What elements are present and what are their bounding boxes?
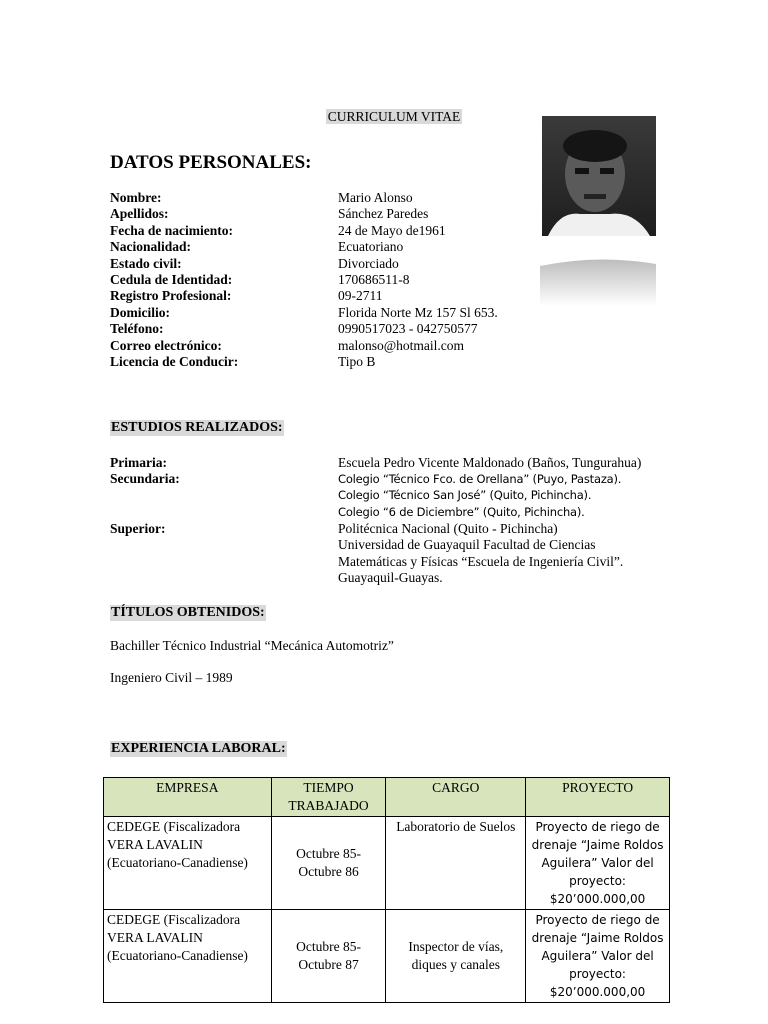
personal-row: Licencia de Conducir: Tipo B: [110, 353, 376, 369]
superior-value: Politécnica Nacional (Quito - Pichincha) Universidad de Guayaquil Facultad de Ciencias Matemáticas y Físicas “Escuela de Ingeniería Civil”. Guayaquil-Guayas.: [338, 521, 624, 586]
cell-empresa: CEDEGE (Fiscalizadora VERA LAVALIN (Ecuatoriano-Canadiense): [104, 817, 272, 910]
personal-row: Apellidos: Sánchez Paredes: [110, 206, 429, 222]
title-item: Ingeniero Civil – 1989: [110, 670, 233, 685]
personal-row: Domicilio: Florida Norte Mz 157 Sl 653.: [110, 304, 498, 320]
personal-data-list: [110, 190, 710, 370]
primaria-label: Primaria:: [110, 455, 167, 470]
superior-label: Superior:: [110, 521, 166, 536]
cell-cargo: Inspector de vías, diques y canales: [386, 910, 526, 1003]
table-row: [104, 910, 670, 1003]
cell-empresa: CEDEGE (Fiscalizadora VERA LAVALIN (Ecuatoriano-Canadiense): [104, 910, 272, 1003]
header-empresa: EMPRESA: [104, 778, 272, 817]
studies-heading: ESTUDIOS REALIZADOS:: [111, 420, 283, 435]
personal-row: Cedula de Identidad: 170686511-8: [110, 271, 410, 287]
table-row: [104, 817, 670, 910]
personal-data-heading: DATOS PERSONALES:: [110, 152, 312, 173]
personal-row: Teléfono: 0990517023 - 042750577: [110, 321, 478, 337]
document-title: CURRICULUM VITAE: [327, 109, 461, 124]
personal-row: Estado civil: Divorciado: [110, 255, 399, 271]
title-item: Bachiller Técnico Industrial “Mecánica Automotriz”: [110, 638, 394, 653]
header-tiempo: TIEMPO TRABAJADO: [271, 778, 386, 817]
cell-proyecto: Proyecto de riego de drenaje “Jaime Roldos Aguilera” Valor del proyecto: $20’000.000,00: [526, 910, 670, 1003]
personal-row: Correo electrónico: malonso@hotmail.com: [110, 337, 465, 353]
experience-heading: EXPERIENCIA LABORAL:: [111, 741, 286, 756]
personal-row: Nombre: Mario Alonso: [110, 190, 413, 205]
table-header-row: [104, 778, 670, 817]
personal-row: Nacionalidad: Ecuatoriano: [110, 239, 404, 255]
personal-row: Registro Profesional: 09-2711: [110, 288, 383, 304]
cell-cargo: Laboratorio de Suelos: [386, 817, 526, 910]
personal-row: Fecha de nacimiento: 24 de Mayo de1961: [110, 222, 446, 238]
secundaria-value: Colegio “Técnico Fco. de Orellana” (Puyo, Pastaza). Colegio “Técnico San José” (Quito, Pichincha). Colegio “6 de Diciembre” (Quito, Pichincha).: [338, 472, 622, 519]
header-proyecto: PROYECTO: [526, 778, 670, 817]
titles-heading: TÍTULOS OBTENIDOS:: [111, 605, 265, 620]
primaria-value: Escuela Pedro Vicente Maldonado (Baños, Tungurahua): [338, 455, 642, 470]
cell-proyecto: Proyecto de riego de drenaje “Jaime Roldos Aguilera” Valor del proyecto: $20’000.000,00: [526, 817, 670, 910]
cell-tiempo: Octubre 85-Octubre 86: [271, 817, 386, 910]
secundaria-label: Secundaria:: [110, 471, 180, 486]
header-cargo: CARGO: [386, 778, 526, 817]
email-link[interactable]: malonso@hotmail.com: [338, 337, 465, 353]
cell-tiempo: Octubre 85-Octubre 87: [271, 910, 386, 1003]
experience-table: [103, 777, 670, 1003]
